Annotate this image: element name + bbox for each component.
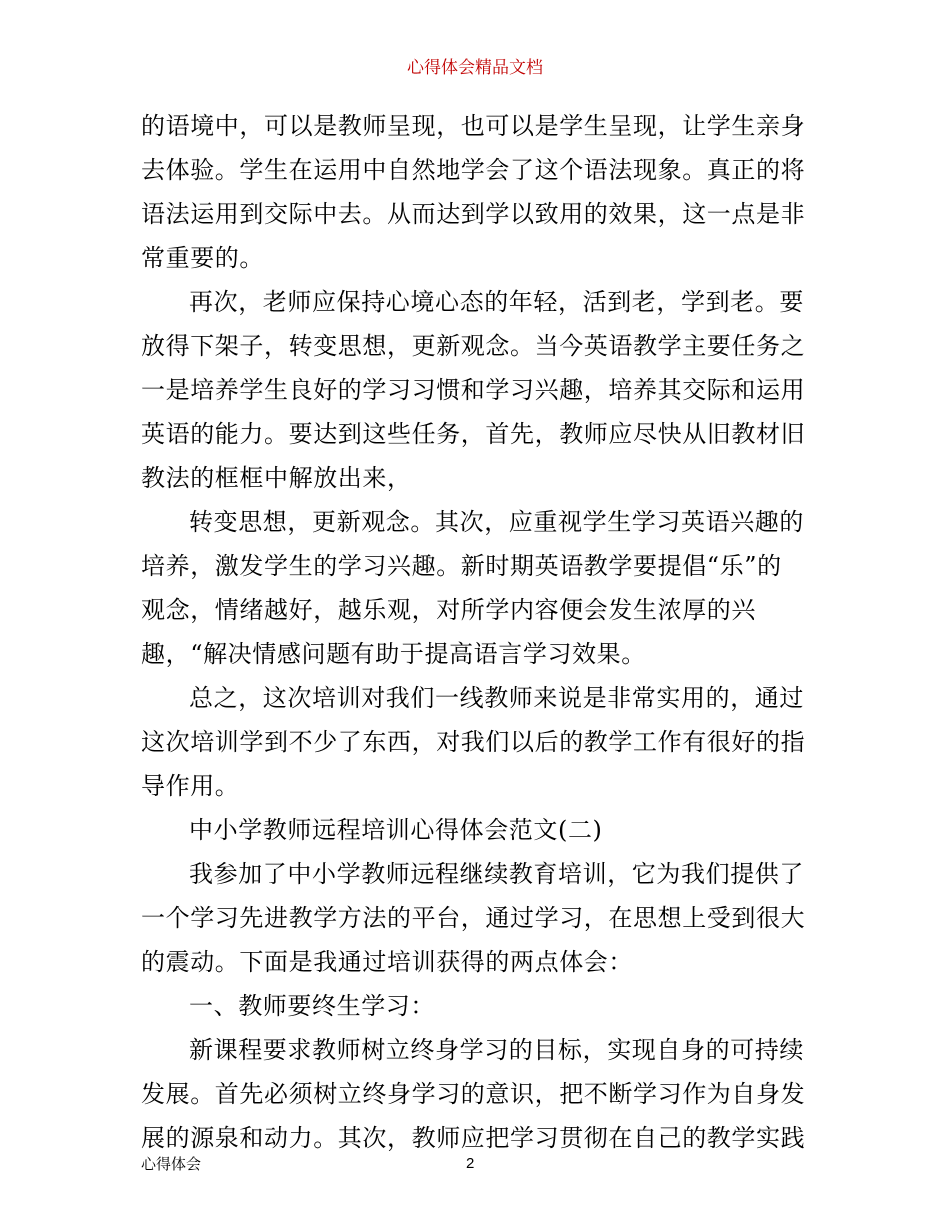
body-line: 去体验。学生在运用中自然地学会了这个语法现象。真正的将 — [141, 156, 806, 184]
page-header-title: 心得体会精品文档 — [407, 58, 543, 78]
body-line: 展的源泉和动力。其次，教师应把学习贯彻在自己的教学实践 — [141, 1124, 806, 1152]
body-line: 转变思想，更新观念。其次，应重视学生学习英语兴趣的 — [189, 508, 804, 536]
body-line: 的语境中，可以是教师呈现，也可以是学生呈现，让学生亲身 — [141, 112, 806, 140]
body-line: 观念，情绪越好，越乐观，对所学内容便会发生浓厚的兴 — [141, 596, 756, 624]
body-line: 总之，这次培训对我们一线教师来说是非常实用的，通过 — [189, 684, 804, 712]
body-line: 我参加了中小学教师远程继续教育培训，它为我们提供了 — [189, 860, 804, 888]
body-line: 放得下架子，转变思想，更新观念。当今英语教学主要任务之 — [141, 332, 806, 360]
body-line: 教法的框框中解放出来， — [141, 464, 412, 492]
subsection-heading: 一、教师要终生学习： — [189, 992, 435, 1020]
body-line: 的震动。下面是我通过培训获得的两点体会： — [141, 948, 633, 976]
body-line: 英语的能力。要达到这些任务，首先，教师应尽快从旧教材旧 — [141, 420, 806, 448]
document-body — [141, 104, 817, 1160]
page-number: 2 — [466, 1155, 475, 1172]
body-line: 这次培训学到不少了东西，对我们以后的教学工作有很好的指 — [141, 728, 806, 756]
section-title: 中小学教师远程培训心得体会范文(二) — [189, 816, 603, 844]
body-line: 导作用。 — [141, 772, 240, 800]
body-line: 语法运用到交际中去。从而达到学以致用的效果，这一点是非 — [141, 200, 806, 228]
body-line: 趣，“解决情感问题有助于提高语言学习效果。 — [141, 640, 646, 668]
body-line: 常重要的。 — [141, 244, 264, 272]
body-line: 再次，老师应保持心境心态的年轻，活到老，学到老。要 — [189, 288, 804, 316]
body-line: 发展。首先必须树立终身学习的意识，把不断学习作为自身发 — [141, 1080, 806, 1108]
body-line: 培养，激发学生的学习兴趣。新时期英语教学要提倡“乐”的 — [141, 552, 782, 580]
body-line: 新课程要求教师树立终身学习的目标，实现自身的可持续 — [189, 1036, 804, 1064]
body-line: 一是培养学生良好的学习习惯和学习兴趣，培养其交际和运用 — [141, 376, 806, 404]
body-line: 一个学习先进教学方法的平台，通过学习，在思想上受到很大 — [141, 904, 806, 932]
page-footer-label: 心得体会 — [141, 1155, 202, 1173]
